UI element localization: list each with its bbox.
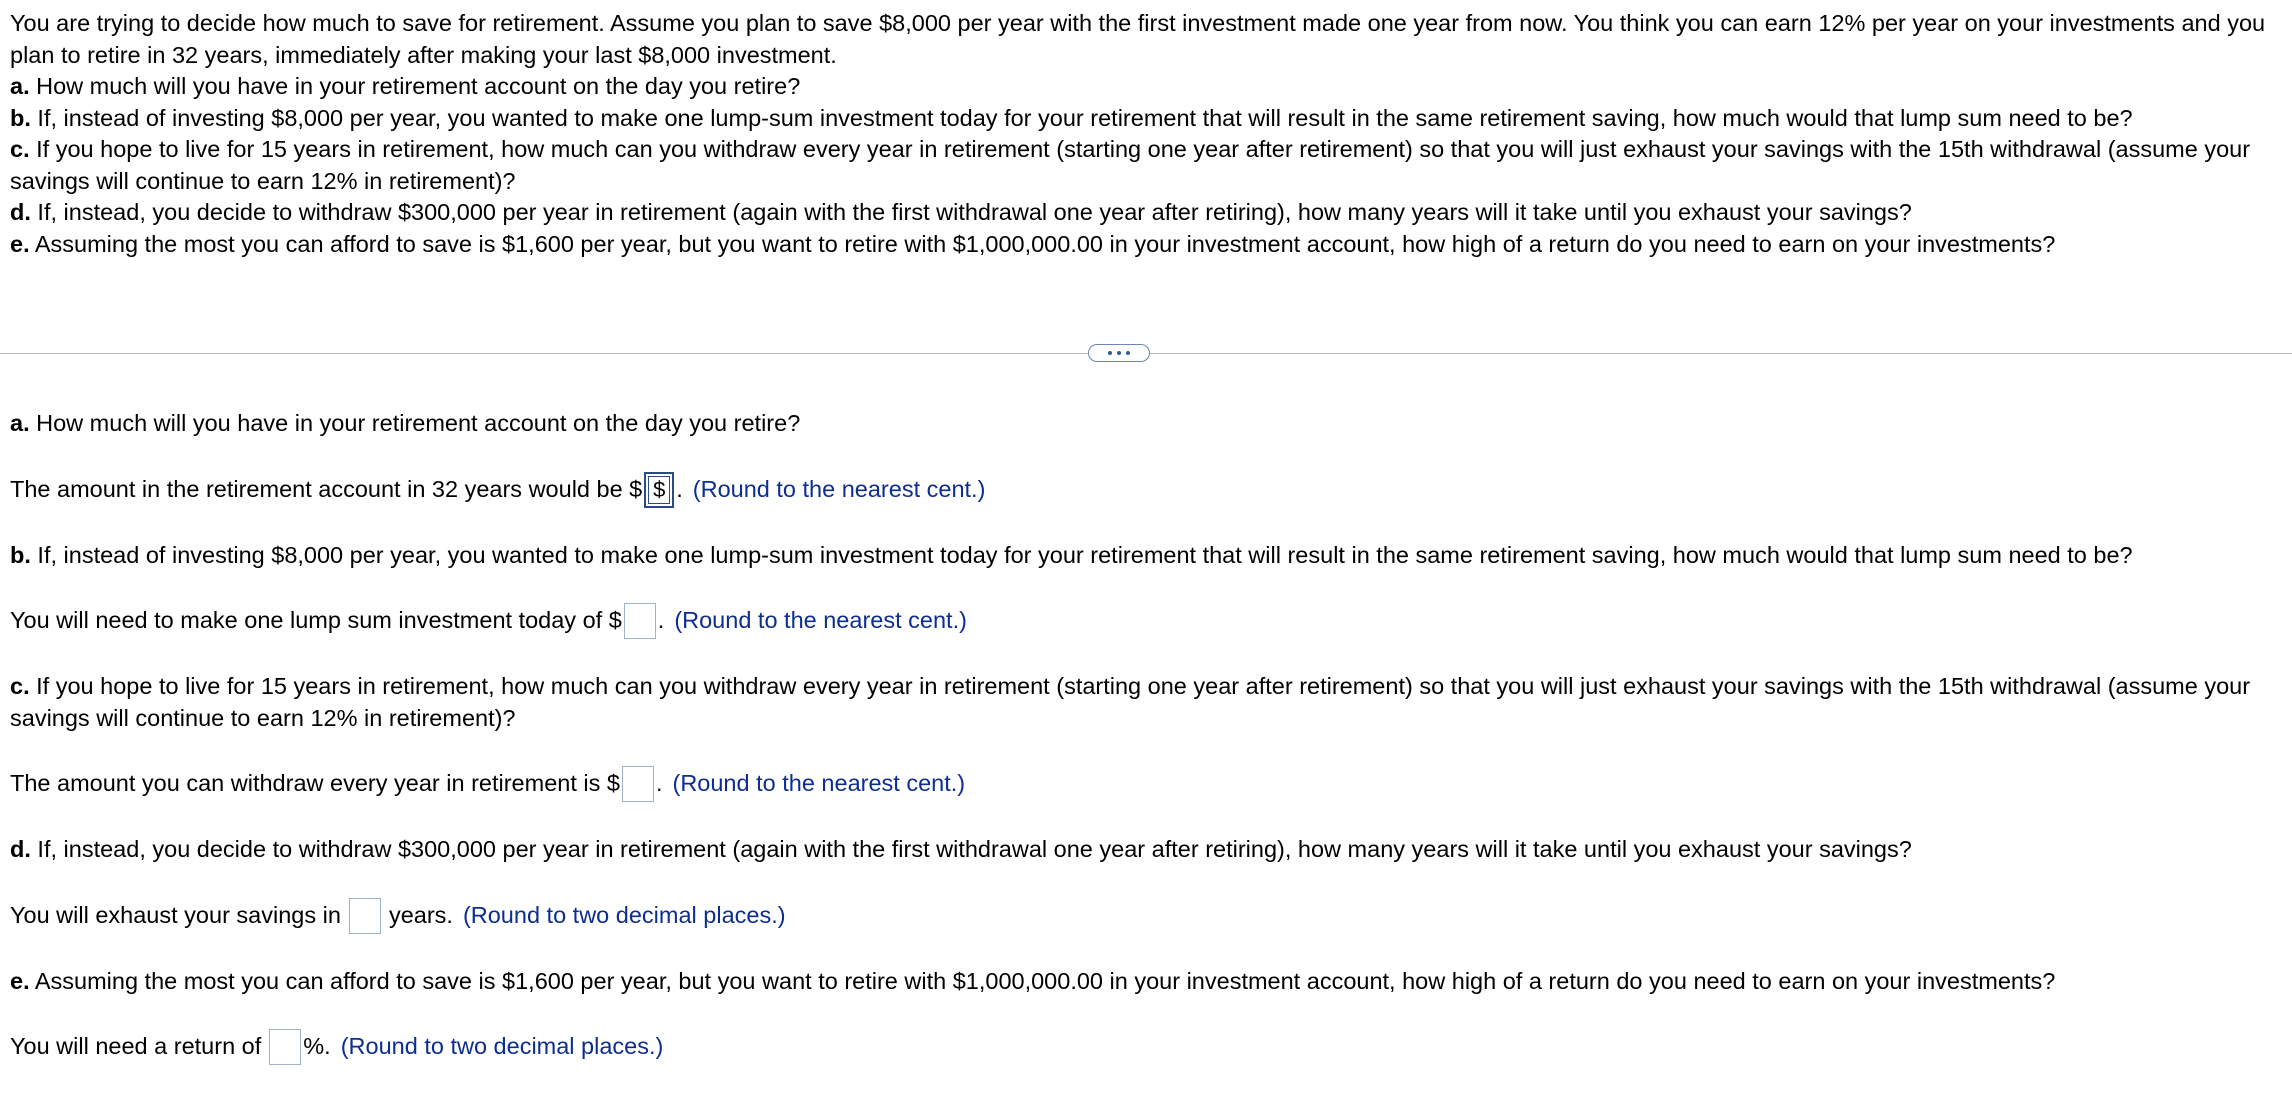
question-b [10,540,2282,572]
answer-e-input[interactable] [269,1029,301,1065]
question-c-text: If you hope to live for 15 years in retirement, how much can you withdraw every year in retirement (starting one year after retirement) so that you will just exhaust your savings with the 15th withdrawal (assume your savings will continue to earn 12% in retirement)? [10,673,2251,731]
answer-b-input[interactable] [624,603,656,639]
answer-b-line [10,603,2282,639]
answer-a-hint: (Round to the nearest cent.) [692,475,986,502]
answer-e-suffix: %. [303,1033,331,1060]
part-a-text: How much will you have in your retirement account on the day you retire? [29,73,801,99]
answer-a-input[interactable] [644,472,674,508]
answer-b-hint: (Round to the nearest cent.) [674,607,967,634]
question-a-text: How much will you have in your retirement account on the day you retire? [29,410,801,436]
answer-e-prompt: You will need a return of [10,1033,262,1060]
answer-c-prompt: The amount you can withdraw every year in retirement is $ [10,770,620,797]
question-a-label: a. [10,410,30,436]
answer-a-prompt: The amount in the retirement account in 32 years would be $ [10,475,643,502]
part-b-text: If, instead of investing $8,000 per year, you wanted to make one lump-sum investment today for your retirement that will result in the same retirement saving, how much would that lump sum need to be? [30,104,2133,131]
answer-c-suffix: . [655,770,663,797]
part-b-label: b. [10,104,31,131]
question-a [10,408,2282,440]
problem-statement [10,0,2282,260]
problem-part-b [10,103,2282,135]
ellipsis-dot [1108,351,1112,355]
part-e-label: e. [10,230,30,257]
part-c-text: If you hope to live for 15 years in retirement, how much can you withdraw every year in retirement (starting one year after retirement) so that you will just exhaust your savings with the 15th withdrawal (assume your savings will continue to earn 12% in retirement)? [10,136,2251,194]
answer-d-input[interactable] [349,898,381,934]
answer-a-input-text: $ [648,476,670,504]
answer-b-prompt: You will need to make one lump sum investment today of $ [10,607,622,634]
part-d-text: If, instead, you decide to withdraw $300,000 per year in retirement (again with the first withdrawal one year after retiring), how many years will it take until you exhaust your savings? [30,199,1912,225]
question-e-label: e. [10,967,30,994]
problem-part-e [10,229,2282,261]
problem-part-d [10,197,2282,229]
question-c [10,671,2282,734]
ellipsis-dot [1117,351,1121,355]
answer-d-line [10,898,2282,934]
question-e-text: Assuming the most you can afford to save is $1,600 per year, but you want to retire with $1,000,000.00 in your investment account, how high of a return do you need to earn on your investments? [29,967,2056,994]
answer-c-line [10,766,2282,802]
answer-c-input[interactable] [622,766,654,802]
section-divider [0,342,2292,370]
question-d-label: d. [10,836,31,862]
part-c-label: c. [10,136,30,162]
ellipsis-dot [1126,351,1130,355]
answer-e-line [10,1029,2282,1065]
answer-area [10,408,2282,1065]
answer-c-hint: (Round to the nearest cent.) [672,770,966,797]
ellipsis-icon[interactable] [1088,344,1150,362]
answer-a-suffix: . [676,475,683,502]
question-b-text: If, instead of investing $8,000 per year, you wanted to make one lump-sum investment today for your retirement that will result in the same retirement saving, how much would that lump sum need to be? [30,541,2133,568]
answer-a-line [10,472,2282,508]
question-e [10,966,2282,998]
answer-e-hint: (Round to two decimal places.) [340,1033,664,1060]
answer-d-hint: (Round to two decimal places.) [462,901,786,928]
problem-intro: You are trying to decide how much to save for retirement. Assume you plan to save $8,000 per year with the first investment made one year from now. You think you can earn 12% per year on your investments and you plan to retire in 32 years, immediately after making your last $8,000 investment. [10,10,2266,68]
part-e-text: Assuming the most you can afford to save is $1,600 per year, but you want to retire with $1,000,000.00 in your investment account, how high of a return do you need to earn on your investments? [29,230,2056,257]
answer-d-prompt: You will exhaust your savings in [10,901,341,928]
part-d-label: d. [10,199,31,225]
part-a-label: a. [10,73,30,99]
answer-d-suffix: years. [388,901,453,928]
problem-part-c [10,134,2282,197]
question-d [10,834,2282,866]
question-b-label: b. [10,541,31,568]
problem-part-a [10,71,2282,103]
question-c-label: c. [10,673,30,699]
answer-b-suffix: . [657,607,665,634]
question-d-text: If, instead, you decide to withdraw $300,000 per year in retirement (again with the first withdrawal one year after retiring), how many years will it take until you exhaust your savings? [30,836,1912,862]
